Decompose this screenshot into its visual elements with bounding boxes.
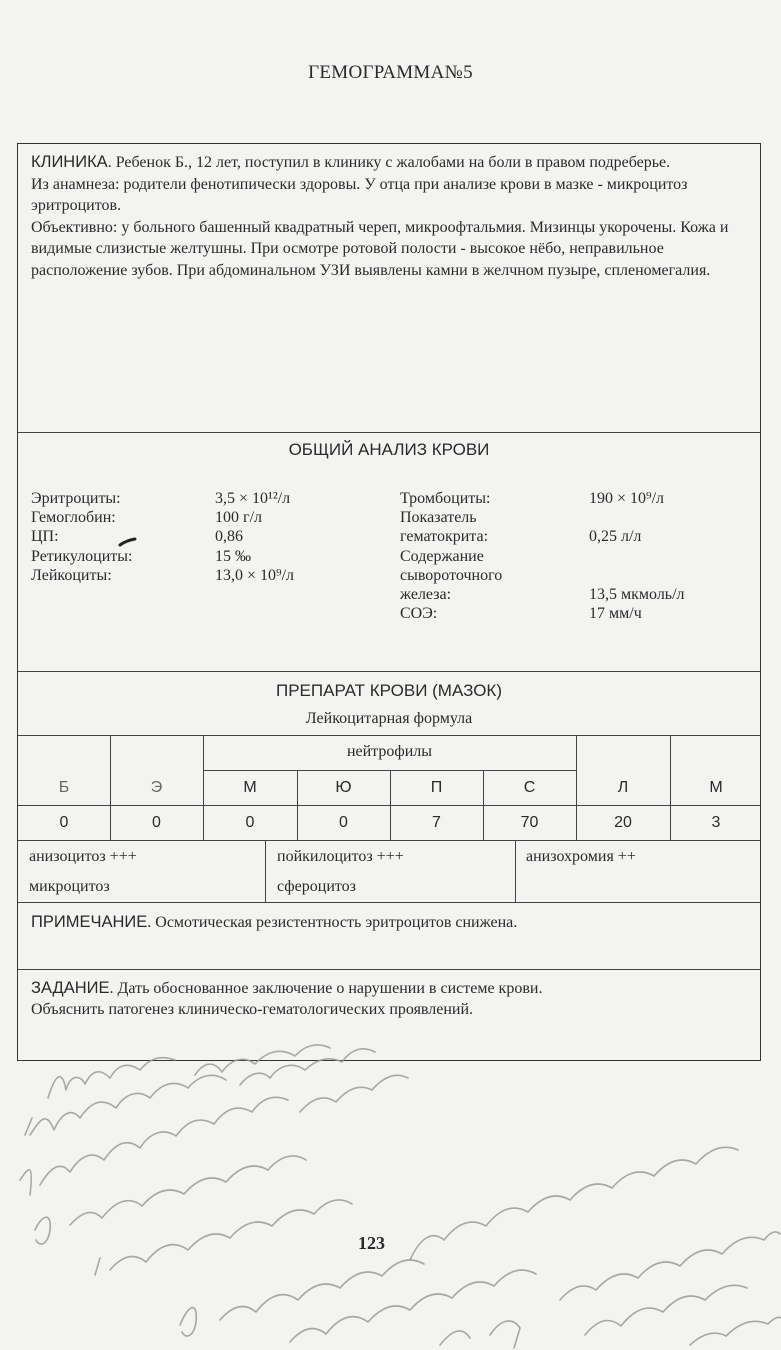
table-value-cell: 20: [614, 814, 632, 831]
cbc-label: Эритроциты:: [31, 490, 121, 507]
table-value-cell: 0: [245, 814, 255, 831]
page-number: 123: [358, 1233, 385, 1253]
clinic-lead: КЛИНИКА: [31, 153, 108, 171]
table-header-cell: С: [523, 779, 536, 796]
task-line-2: Объяснить патогенез клиническо-гематологических проявлений.: [31, 1001, 474, 1018]
table-value-cell: 0: [59, 814, 69, 831]
task-lead: ЗАДАНИЕ: [31, 979, 110, 997]
table-header-cell: М: [243, 779, 257, 796]
cbc-value: 0,86: [215, 528, 243, 546]
cbc-label: Содержание: [400, 547, 484, 565]
cbc-label: Гемоглобин:: [31, 509, 116, 527]
cbc-value: 17 мм/ч: [589, 605, 642, 623]
morph-item: анизохромия ++: [526, 848, 636, 865]
cbc-label: железа:: [400, 585, 452, 603]
cbc-label: Показатель: [400, 509, 477, 527]
smear-subtitle: Лейкоцитарная формула: [305, 710, 473, 727]
table-header-cell: Б: [58, 779, 70, 796]
cbc-label: гематокрита:: [400, 528, 489, 546]
cbc-value: 0,25 л/л: [589, 528, 642, 546]
morph-item: анизоцитоз +++: [29, 848, 137, 865]
clinic-paragraph-1: . Ребенок Б., 12 лет, поступил в клинику с жалобами на боли в правом подреберье.: [107, 154, 671, 171]
cbc-title: ОБЩИЙ АНАЛИЗ КРОВИ: [288, 440, 490, 459]
cbc-value: 190 × 10⁹/л: [589, 490, 665, 507]
cbc-label: ЦП:: [31, 528, 59, 546]
table-value-cell: 7: [432, 814, 441, 831]
task-line-1: . Дать обоснованное заключение о нарушении в системе крови.: [109, 980, 543, 997]
table-header-cell: Л: [617, 779, 629, 796]
morph-item: пойкилоцитоз +++: [277, 848, 404, 865]
cbc-label: Лейкоциты:: [31, 566, 112, 584]
cbc-value: 15 ‰: [215, 547, 251, 565]
cbc-value: 3,5 × 10¹²/л: [215, 490, 291, 507]
cbc-value: 13,5 мкмоль/л: [589, 585, 685, 603]
cbc-label: сывороточного: [400, 566, 503, 584]
cbc-value: 13,0 × 10⁹/л: [215, 566, 295, 584]
note-lead: ПРИМЕЧАНИЕ: [31, 913, 148, 931]
table-value-cell: 0: [152, 814, 161, 831]
table-header-cell: П: [430, 779, 443, 796]
cbc-label: СОЭ:: [400, 605, 438, 623]
cbc-label: Ретикулоциты:: [31, 547, 133, 565]
morph-item: сфероцитоз: [277, 878, 356, 895]
page-title: ГЕМОГРАММА№5: [308, 62, 473, 83]
smear-title: ПРЕПАРАТ КРОВИ (МАЗОК): [276, 681, 502, 700]
table-value-cell: 70: [520, 814, 539, 831]
table-value-cell: 3: [711, 814, 721, 831]
table-value-cell: 0: [339, 814, 348, 831]
neutrophils-header: нейтрофилы: [346, 743, 433, 760]
cbc-value: 100 г/л: [215, 509, 262, 527]
clinic-paragraph-2: Из анамнеза: родители фенотипически здоровы. У отца при анализе крови в мазке - микроцитоз эритроцитов.: [31, 175, 688, 214]
table-header-cell: Э: [150, 779, 163, 796]
table-header-cell: М: [709, 779, 723, 796]
note-text: . Осмотическая резистентность эритроцитов снижена.: [147, 914, 518, 931]
morph-item: микроцитоз: [29, 878, 110, 895]
clinic-paragraph-3: Объективно: у больного башенный квадратный череп, микроофтальмия. Мизинцы укорочены. Кожа и видимые слизистые желтушны. При осмотре ротовой полости - высокое нёбо, неправильное расположение зубов. При абдоминальном УЗИ выявлены камни в желчном пузыре, спленомегалия.: [31, 218, 729, 279]
table-header-cell: Ю: [335, 779, 352, 796]
cbc-label: Тромбоциты:: [400, 490, 491, 507]
